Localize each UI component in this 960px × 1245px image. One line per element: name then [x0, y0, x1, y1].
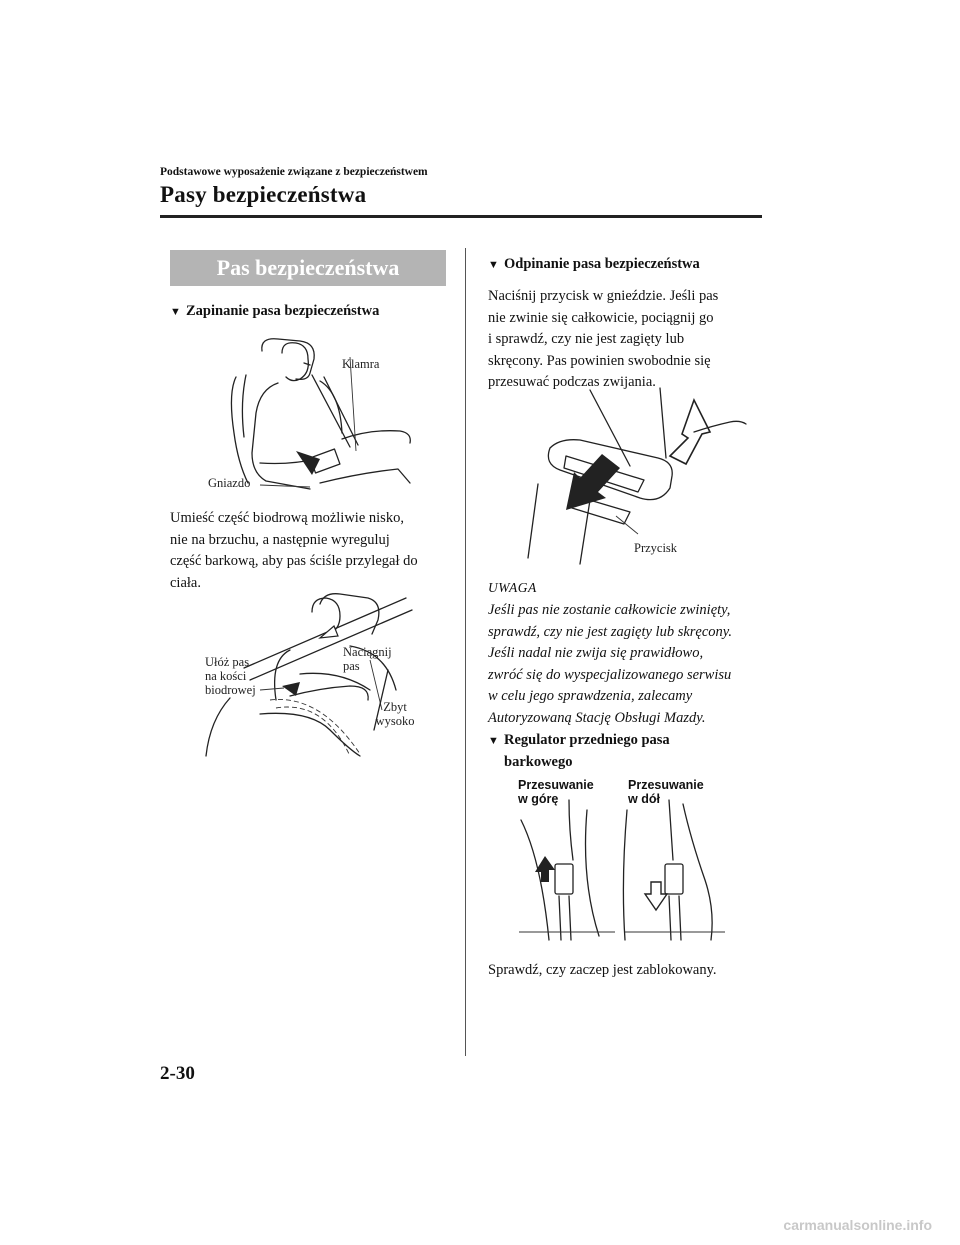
para2-line: i sprawdź, czy nie jest zagięty lub [488, 331, 685, 347]
label-buckle: Klamra [342, 357, 380, 371]
heading-adjuster-line: Regulator przedniego pasa [504, 732, 670, 748]
label-place-on-hip [205, 655, 256, 697]
para2-line: Naciśnij przycisk w gnieździe. Jeśli pas [488, 288, 719, 304]
label-socket: Gniazdo [208, 476, 251, 490]
para2-line: nie zwinie się całkowicie, pociągnij go [488, 309, 714, 326]
watermark: carmanualsonline.info [783, 1217, 932, 1233]
label-line: pas [343, 659, 360, 673]
paragraph-release [488, 286, 768, 394]
page-number: 2-30 [160, 1063, 195, 1084]
heading-fastening [170, 303, 379, 320]
heading-fastening-text: Zapinanie pasa bezpieczeństwa [186, 303, 380, 319]
label-line: na kości [205, 669, 247, 683]
label-too-high [372, 700, 418, 728]
breadcrumb: Podstawowe wyposażenie związane z bezpieczeństwem [160, 166, 428, 178]
label-line: Ułóż pas [205, 655, 250, 669]
note-line: sprawdź, czy nie jest zagięty lub skręcony. [488, 623, 733, 640]
label-line: biodrowej [205, 683, 256, 697]
para1-line: Umieść część biodrową możliwie nisko, [170, 510, 404, 526]
paragraph-adjust-belt [170, 508, 460, 594]
note-line: w celu jego sprawdzenia, zalecamy [488, 688, 693, 704]
note-text [488, 600, 778, 729]
label-line: w dół [628, 791, 660, 806]
heading-unfastening [488, 256, 700, 273]
heading-shoulder-adjuster [488, 730, 670, 773]
label-line: Zbyt [383, 700, 407, 714]
label-pull-belt [343, 645, 392, 673]
label-line: Przesuwanie [518, 778, 594, 792]
note-label: UWAGA [488, 580, 537, 595]
note-line: zwróć się do wyspecjalizowanego serwisu [488, 666, 732, 683]
column-divider [465, 248, 466, 1056]
para2-line: skręcony. Pas powinien swobodnie się [488, 352, 711, 369]
paragraph-check-latch: Sprawdź, czy zaczep jest zablokowany. [488, 962, 717, 978]
label-line: wysoko [375, 714, 415, 728]
heading-unfastening-text: Odpinanie pasa bezpieczeństwa [504, 256, 700, 272]
note-line: Autoryzowaną Stację Obsługi Mazdy. [488, 709, 706, 726]
para1-line: ciała. [170, 574, 201, 591]
note-line: Jeśli nadal nie zwija się prawidłowo, [488, 645, 704, 661]
section-banner: Pas bezpieczeństwa [170, 250, 446, 286]
triangle-bullet-icon: ▼ [488, 735, 499, 747]
heading-adjuster-line: barkowego [504, 754, 573, 770]
label-line: w górę [518, 791, 559, 806]
para1-line: część barkową, aby pas ściśle przylegał do [170, 553, 418, 569]
note-line: Jeśli pas nie zostanie całkowicie zwinięty, [488, 602, 731, 618]
label-move-up [518, 779, 594, 806]
para2-line: przesuwać podczas zwijania. [488, 374, 656, 390]
header-rule [160, 215, 762, 218]
label-line: Przesuwanie [628, 778, 704, 792]
para1-line: nie na brzuchu, a następnie wyreguluj [170, 531, 390, 548]
label-move-down [628, 779, 704, 806]
page-title: Pasy bezpieczeństwa [160, 182, 367, 207]
label-line: Naciągnij [343, 645, 392, 659]
triangle-bullet-icon: ▼ [170, 306, 181, 318]
fig-shoulder-adjuster-illustration [515, 800, 745, 950]
triangle-bullet-icon: ▼ [488, 259, 499, 271]
label-button: Przycisk [634, 541, 678, 555]
